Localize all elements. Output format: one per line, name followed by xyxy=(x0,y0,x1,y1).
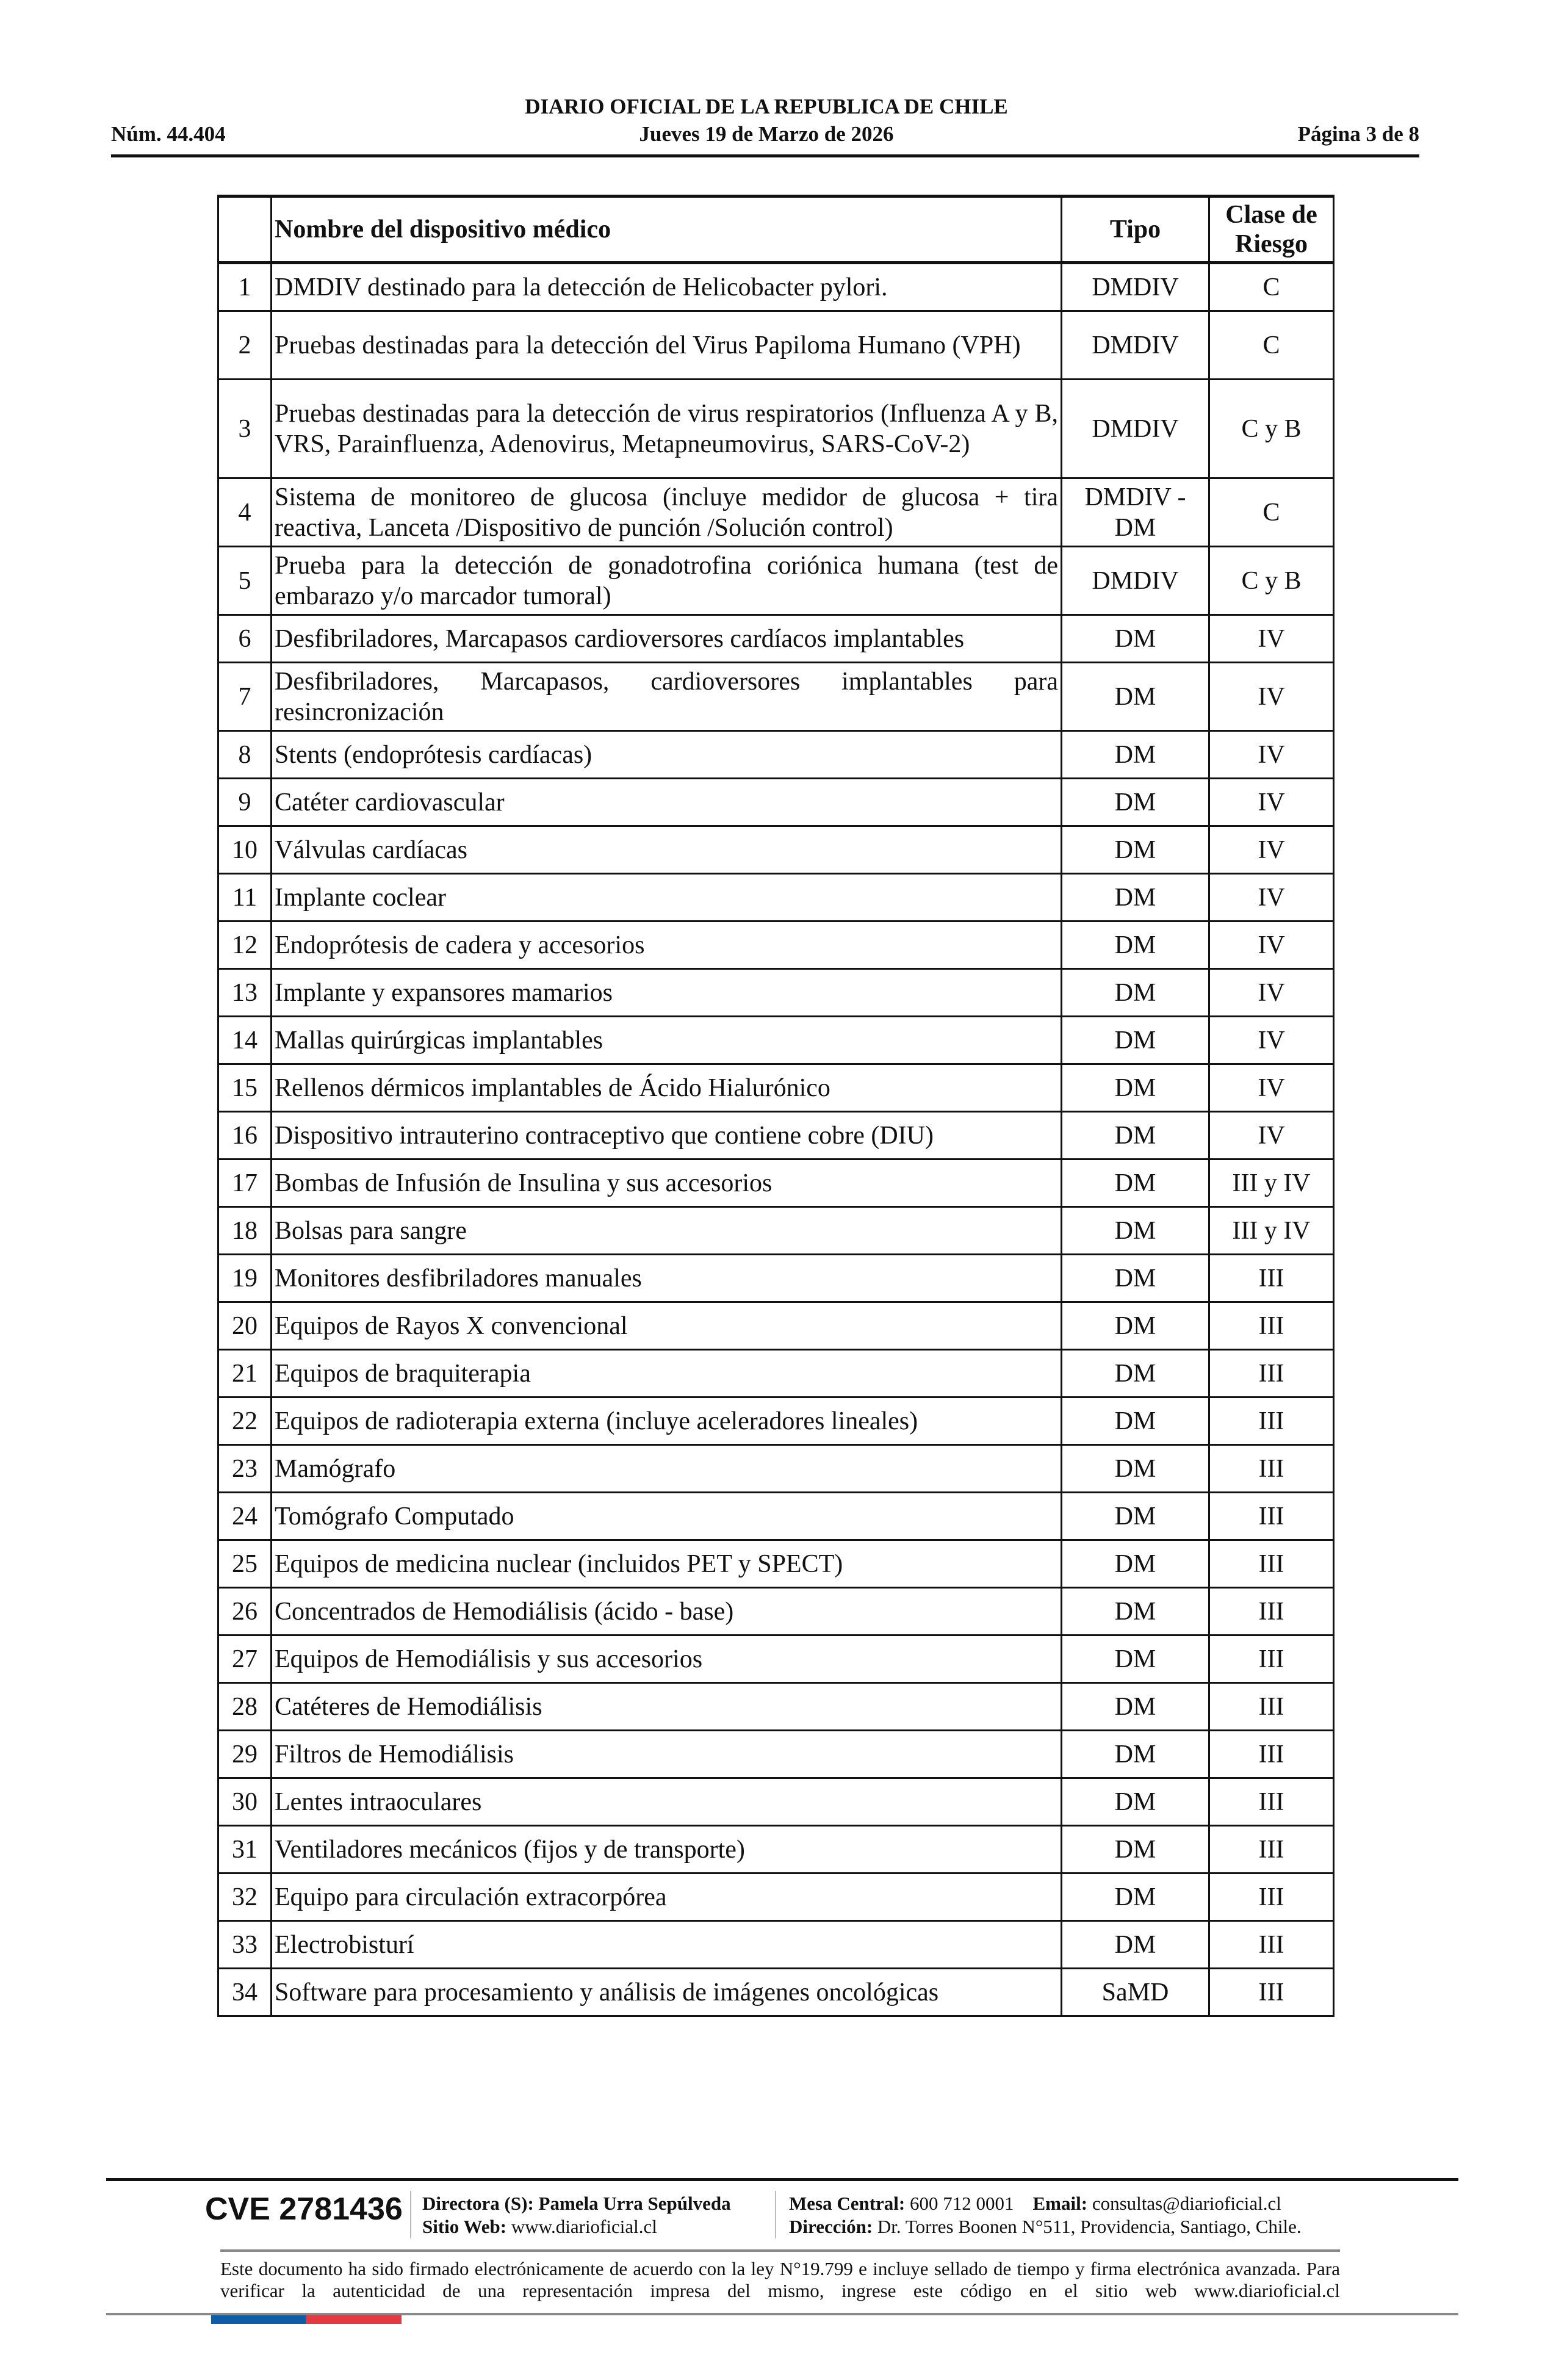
risk-class: IV xyxy=(1209,1064,1334,1112)
table-row xyxy=(218,1207,1334,1255)
device-type: DM xyxy=(1062,1064,1209,1112)
row-number: 30 xyxy=(218,1778,272,1826)
table-row xyxy=(218,1017,1334,1064)
table-header-row xyxy=(218,197,1334,263)
risk-class: IV xyxy=(1209,615,1334,663)
footer-rule xyxy=(106,2178,1458,2181)
row-number: 13 xyxy=(218,969,272,1017)
device-name: Endoprótesis de cadera y accesorios xyxy=(272,921,1062,969)
table-row xyxy=(218,731,1334,779)
device-type: DM xyxy=(1062,874,1209,921)
row-number: 20 xyxy=(218,1302,272,1350)
risk-class: III xyxy=(1209,1540,1334,1588)
table-row xyxy=(218,263,1334,311)
page-number: Página 3 de 8 xyxy=(1297,122,1419,146)
col-header-risk-class: Clase de Riesgo xyxy=(1209,197,1334,263)
device-name: Filtros de Hemodiálisis xyxy=(272,1731,1062,1778)
risk-class: III xyxy=(1209,1635,1334,1683)
device-name: Stents (endoprótesis cardíacas) xyxy=(272,731,1062,779)
device-type: DM xyxy=(1062,1493,1209,1540)
row-number: 28 xyxy=(218,1683,272,1731)
device-name: Mamógrafo xyxy=(272,1445,1062,1493)
table-row xyxy=(218,478,1334,547)
row-number: 16 xyxy=(218,1112,272,1159)
device-name: Mallas quirúrgicas implantables xyxy=(272,1017,1062,1064)
risk-class: III xyxy=(1209,1731,1334,1778)
device-name: Desfibriladores, Marcapasos cardioversores cardíacos implantables xyxy=(272,615,1062,663)
table-row xyxy=(218,1588,1334,1635)
device-name: Lentes intraoculares xyxy=(272,1778,1062,1826)
row-number: 9 xyxy=(218,779,272,826)
device-type: DM xyxy=(1062,1778,1209,1826)
row-number: 1 xyxy=(218,263,272,311)
web-label: Sitio Web: xyxy=(422,2216,507,2237)
table-row xyxy=(218,547,1334,615)
device-type: DMDIV - DM xyxy=(1062,478,1209,547)
device-type: DM xyxy=(1062,1921,1209,1969)
device-type: DM xyxy=(1062,1350,1209,1397)
device-name: Dispositivo intrauterino contraceptivo que contiene cobre (DIU) xyxy=(272,1112,1062,1159)
device-name: Sistema de monitoreo de glucosa (incluye medidor de glucosa + tira reactiva, Lanceta /Dispositivo de punción /Solución control) xyxy=(272,478,1062,547)
row-number: 6 xyxy=(218,615,272,663)
risk-class: III xyxy=(1209,1921,1334,1969)
risk-class: III xyxy=(1209,1778,1334,1826)
device-name: Software para procesamiento y análisis de imágenes oncológicas xyxy=(272,1969,1062,2016)
risk-class: IV xyxy=(1209,1017,1334,1064)
row-number: 11 xyxy=(218,874,272,921)
risk-class: III xyxy=(1209,1493,1334,1540)
risk-class: IV xyxy=(1209,826,1334,874)
email-label: Email: xyxy=(1032,2193,1088,2214)
issue-number: Núm. 44.404 xyxy=(111,122,226,146)
risk-class: C xyxy=(1209,263,1334,311)
device-type: DM xyxy=(1062,731,1209,779)
device-name: Monitores desfibriladores manuales xyxy=(272,1255,1062,1302)
row-number: 15 xyxy=(218,1064,272,1112)
row-number: 12 xyxy=(218,921,272,969)
col-header-number xyxy=(218,197,272,263)
table-row xyxy=(218,1445,1334,1493)
row-number: 26 xyxy=(218,1588,272,1635)
flag-stripe-red xyxy=(306,2315,402,2324)
table-row xyxy=(218,1731,1334,1778)
device-type: DM xyxy=(1062,1302,1209,1350)
row-number: 34 xyxy=(218,1969,272,2016)
footer-divider xyxy=(410,2191,411,2238)
footer-contact-right xyxy=(789,2192,1302,2238)
risk-class: III xyxy=(1209,1969,1334,2016)
phone: 600 712 0001 xyxy=(910,2193,1014,2214)
row-number: 22 xyxy=(218,1397,272,1445)
risk-class: III xyxy=(1209,1255,1334,1302)
row-number: 5 xyxy=(218,547,272,615)
table-row xyxy=(218,874,1334,921)
footer-contact-left xyxy=(422,2192,731,2238)
risk-class: C y B xyxy=(1209,380,1334,478)
row-number: 8 xyxy=(218,731,272,779)
table-row xyxy=(218,663,1334,731)
row-number: 2 xyxy=(218,311,272,380)
table-row xyxy=(218,1112,1334,1159)
device-name: Catéter cardiovascular xyxy=(272,779,1062,826)
header-rule xyxy=(111,154,1419,157)
row-number: 4 xyxy=(218,478,272,547)
risk-class: IV xyxy=(1209,779,1334,826)
table-row xyxy=(218,826,1334,874)
table-row xyxy=(218,1540,1334,1588)
device-type: DM xyxy=(1062,1635,1209,1683)
table-row xyxy=(218,1397,1334,1445)
flag-stripe-blue xyxy=(211,2315,306,2324)
issue-date: Jueves 19 de Marzo de 2026 xyxy=(639,122,894,146)
table-row xyxy=(218,1159,1334,1207)
row-number: 29 xyxy=(218,1731,272,1778)
table-row xyxy=(218,1064,1334,1112)
table-row xyxy=(218,969,1334,1017)
device-name: Concentrados de Hemodiálisis (ácido - base) xyxy=(272,1588,1062,1635)
device-type: DM xyxy=(1062,1017,1209,1064)
table-row xyxy=(218,779,1334,826)
device-type: DM xyxy=(1062,1397,1209,1445)
device-type: DM xyxy=(1062,1540,1209,1588)
device-type: DM xyxy=(1062,663,1209,731)
device-type: DM xyxy=(1062,1159,1209,1207)
risk-class: IV xyxy=(1209,874,1334,921)
device-type: DM xyxy=(1062,615,1209,663)
row-number: 10 xyxy=(218,826,272,874)
director-name: Pamela Urra Sepúlveda xyxy=(538,2193,731,2214)
table-row xyxy=(218,1635,1334,1683)
device-type: DMDIV xyxy=(1062,263,1209,311)
device-name: Rellenos dérmicos implantables de Ácido Hialurónico xyxy=(272,1064,1062,1112)
device-name: Equipos de medicina nuclear (incluidos PET y SPECT) xyxy=(272,1540,1062,1588)
risk-class: IV xyxy=(1209,663,1334,731)
device-name: Equipos de braquiterapia xyxy=(272,1350,1062,1397)
table-row xyxy=(218,1493,1334,1540)
risk-class: IV xyxy=(1209,1112,1334,1159)
device-name: Pruebas destinadas para la detección de virus respiratorios (Influenza A y B, VRS, Parainfluenza, Adenovirus, Metapneumovirus, SARS-CoV-2) xyxy=(272,380,1062,478)
device-type: DM xyxy=(1062,1731,1209,1778)
director-label: Directora (S): xyxy=(422,2193,534,2214)
device-type: DM xyxy=(1062,1112,1209,1159)
device-name: Válvulas cardíacas xyxy=(272,826,1062,874)
web-link[interactable]: www.diarioficial.cl xyxy=(511,2216,657,2237)
device-type: DM xyxy=(1062,826,1209,874)
device-type: DM xyxy=(1062,1207,1209,1255)
table-row xyxy=(218,1683,1334,1731)
risk-class: III xyxy=(1209,1350,1334,1397)
device-type: DM xyxy=(1062,1873,1209,1921)
device-type: DM xyxy=(1062,969,1209,1017)
row-number: 18 xyxy=(218,1207,272,1255)
row-number: 32 xyxy=(218,1873,272,1921)
row-number: 33 xyxy=(218,1921,272,1969)
device-type: DM xyxy=(1062,1683,1209,1731)
row-number: 19 xyxy=(218,1255,272,1302)
row-number: 31 xyxy=(218,1826,272,1873)
row-number: 7 xyxy=(218,663,272,731)
device-name: Equipo para circulación extracorpórea xyxy=(272,1873,1062,1921)
risk-class: III xyxy=(1209,1826,1334,1873)
device-name: Implante y expansores mamarios xyxy=(272,969,1062,1017)
table-row xyxy=(218,1921,1334,1969)
email-link[interactable]: consultas@diarioficial.cl xyxy=(1092,2193,1281,2214)
row-number: 3 xyxy=(218,380,272,478)
device-name: Catéteres de Hemodiálisis xyxy=(272,1683,1062,1731)
device-name: Pruebas destinadas para la detección del Virus Papiloma Humano (VPH) xyxy=(272,311,1062,380)
device-name: Implante coclear xyxy=(272,874,1062,921)
medical-devices-table xyxy=(217,195,1334,2017)
footer-separator xyxy=(220,2249,1340,2252)
row-number: 27 xyxy=(218,1635,272,1683)
table-row xyxy=(218,1969,1334,2016)
device-name: Equipos de Hemodiálisis y sus accesorios xyxy=(272,1635,1062,1683)
table-row xyxy=(218,1826,1334,1873)
table-row xyxy=(218,1873,1334,1921)
table-row xyxy=(218,1350,1334,1397)
address: Dr. Torres Boonen N°511, Providencia, Santiago, Chile. xyxy=(877,2216,1302,2237)
device-name: Electrobisturí xyxy=(272,1921,1062,1969)
risk-class: III xyxy=(1209,1588,1334,1635)
device-type: DM xyxy=(1062,1255,1209,1302)
device-type: DMDIV xyxy=(1062,311,1209,380)
table-row xyxy=(218,311,1334,380)
risk-class: C xyxy=(1209,478,1334,547)
device-name: Bolsas para sangre xyxy=(272,1207,1062,1255)
device-name: Tomógrafo Computado xyxy=(272,1493,1062,1540)
address-label: Dirección: xyxy=(789,2216,873,2237)
device-name: Bombas de Infusión de Insulina y sus accesorios xyxy=(272,1159,1062,1207)
risk-class: III xyxy=(1209,1302,1334,1350)
risk-class: III xyxy=(1209,1445,1334,1493)
device-name: DMDIV destinado para la detección de Helicobacter pylori. xyxy=(272,263,1062,311)
newspaper-title: DIARIO OFICIAL DE LA REPUBLICA DE CHILE xyxy=(525,95,1008,118)
col-header-type: Tipo xyxy=(1062,197,1209,263)
table-row xyxy=(218,1778,1334,1826)
risk-class: III xyxy=(1209,1683,1334,1731)
row-number: 14 xyxy=(218,1017,272,1064)
row-number: 23 xyxy=(218,1445,272,1493)
device-type: SaMD xyxy=(1062,1969,1209,2016)
device-type: DM xyxy=(1062,1588,1209,1635)
row-number: 24 xyxy=(218,1493,272,1540)
table-row xyxy=(218,380,1334,478)
col-header-name: Nombre del dispositivo médico xyxy=(272,197,1062,263)
device-type: DM xyxy=(1062,779,1209,826)
device-name: Prueba para la detección de gonadotrofina coriónica humana (test de embarazo y/o marcador tumoral) xyxy=(272,547,1062,615)
row-number: 25 xyxy=(218,1540,272,1588)
device-type: DM xyxy=(1062,921,1209,969)
device-type: DMDIV xyxy=(1062,380,1209,478)
table-row xyxy=(218,1302,1334,1350)
device-type: DM xyxy=(1062,1445,1209,1493)
risk-class: III xyxy=(1209,1873,1334,1921)
risk-class: III y IV xyxy=(1209,1159,1334,1207)
phone-label: Mesa Central: xyxy=(789,2193,906,2214)
device-name: Desfibriladores, Marcapasos, cardioversores implantables para resincronización xyxy=(272,663,1062,731)
device-type: DMDIV xyxy=(1062,547,1209,615)
table-row xyxy=(218,921,1334,969)
footer-divider xyxy=(775,2191,776,2238)
row-number: 21 xyxy=(218,1350,272,1397)
risk-class: IV xyxy=(1209,921,1334,969)
table-row xyxy=(218,615,1334,663)
device-name: Ventiladores mecánicos (fijos y de transporte) xyxy=(272,1826,1062,1873)
device-name: Equipos de radioterapia externa (incluye aceleradores lineales) xyxy=(272,1397,1062,1445)
risk-class: III y IV xyxy=(1209,1207,1334,1255)
table-row xyxy=(218,1255,1334,1302)
risk-class: III xyxy=(1209,1397,1334,1445)
cve-code: CVE 2781436 xyxy=(205,2191,403,2227)
risk-class: C y B xyxy=(1209,547,1334,615)
signature-notice: Este documento ha sido firmado electrónicamente de acuerdo con la ley N°19.799 e incluye sellado de tiempo y firma electrónica avanzada. Para verificar la autenticidad de una representación impresa del mismo, ingrese este código en el sitio web www.diarioficial.cl xyxy=(220,2258,1340,2301)
device-type: DM xyxy=(1062,1826,1209,1873)
risk-class: C xyxy=(1209,311,1334,380)
risk-class: IV xyxy=(1209,731,1334,779)
device-name: Equipos de Rayos X convencional xyxy=(272,1302,1062,1350)
row-number: 17 xyxy=(218,1159,272,1207)
risk-class: IV xyxy=(1209,969,1334,1017)
